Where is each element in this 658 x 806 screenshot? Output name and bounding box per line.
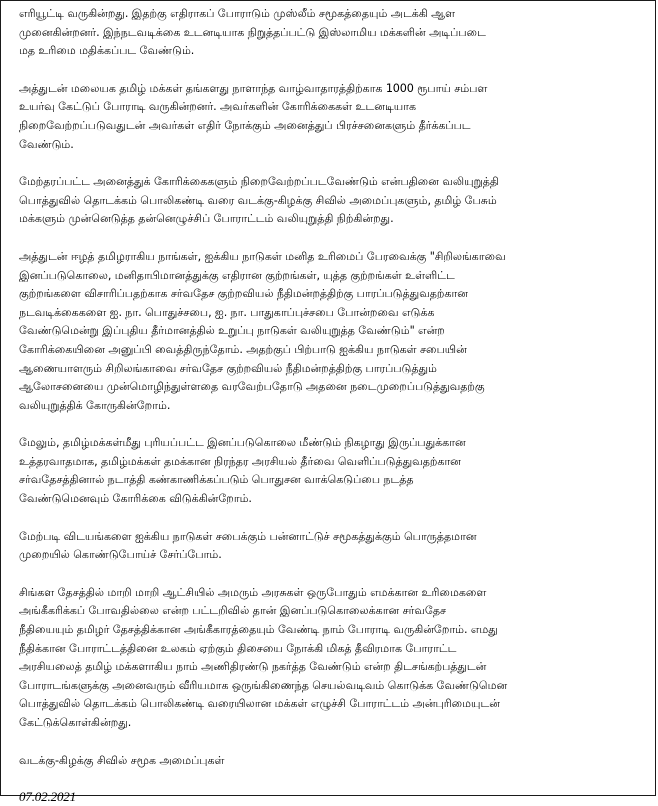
text-line: வலியுறுத்திக் கோருகின்றோம். [19, 398, 171, 412]
text-line: கோரிக்கையினை அனுப்பி வைத்திருந்தோம். அதற்குப் பிற்பாடு ஐக்கிய நாடுகள் சபையின் [19, 342, 467, 356]
paragraph-1 [19, 5, 643, 61]
text-line: குற்றங்களை விசாரிப்பதற்காக சர்வதேச குற்றவியல் நீதிமன்றத்திற்கு பாரப்படுத்துவதற்கான [19, 287, 468, 301]
text-line: மத உரிமை மதிக்கப்பட வேண்டும். [19, 44, 195, 58]
text-line: உத்தரவாதமாக, தமிழ்மக்கள் தமக்கான நிரந்தர அரசியல் தீர்வை வெளிப்படுத்துவதற்கான [19, 454, 461, 468]
text-line: கேட்டுக்கொள்கின்றது. [19, 716, 132, 729]
text-line: மேற்படி விடயங்களை ஐக்கிய நாடுகள் சபைக்கும் பன்னாட்டுச் சமூகத்துக்கும் பொருத்தமான [19, 529, 477, 543]
text-line: நடவடிக்கைகளை ஐ. நா. பொதுச்சபை, ஐ. நா. பாதுகாப்புச்சபை போன்றவை எடுக்க [19, 305, 435, 319]
text-line: வேண்டுமெனவும் கோரிக்கை விடுக்கின்றோம். [19, 492, 252, 506]
text-line: மக்களும் முன்னெடுத்த தன்னெழுச்சிப் போராட்டம் வலியுறுத்தி நிற்கின்றது. [19, 212, 394, 226]
text-line: வேண்டுமென்று இப்புதிய தீர்மானத்தில் உறுப்பு நாடுகள் வலியுறுத்த வேண்டும்" என்ற [19, 324, 445, 338]
text-line: முனைகின்றனர். இந்நடவடிக்கை உடனடியாக நிறுத்தப்பட்டு இஸ்லாமிய மக்களின் அடிப்படை [19, 25, 486, 39]
document-date: 07.02.2021 [19, 789, 77, 805]
text-line: பொத்துவில் தொடக்கம் பொலிகண்டி வரையிலான மக்கள் எழுச்சி போராட்டம் அன்புரிமையுடன் [19, 697, 500, 711]
text-line: அத்துடன் மலையக தமிழ் மக்கள் தங்களது நாளாந்த வாழ்வாதாரத்திற்காக 1000 ரூபாய் சம்பள [19, 81, 488, 95]
text-line: மேலும், தமிழ்மக்கள்மீது புரியப்பட்ட இனப்படுகொலை மீண்டும் நிகழாது இருப்பதுக்கான [19, 436, 466, 450]
text-line: நீதியையும் தமிழர் தேசத்திக்கான அங்கீகாரத்தையும் வேண்டி நாம் போராடி வருகின்றோம். எமது [19, 623, 498, 637]
signature: வடக்கு-கிழக்கு சிவில் சமூக அமைப்புகள் [19, 753, 225, 767]
text-line: உயர்வு கேட்டுப் போராடி வருகின்றனர். அவர்களின் கோரிக்கைகள் உடனடியாக [19, 100, 416, 114]
text-line: ஆணையாளரும் சிறிலங்காவை சர்வதேச குற்றவியல் நீதிமன்றத்திற்கு பாரப்படுத்தும் [19, 361, 437, 375]
paragraph-2 [19, 80, 643, 154]
text-line: போராடங்களுக்கு அனைவரும் வீரியமாக ஒருங்கிணைந்த செயல்வடிவம் கொடுக்க வேண்டுமென [19, 678, 508, 692]
paragraph-5 [19, 434, 643, 508]
text-line: அத்துடன் ஈழத் தமிழராகிய நாங்கள், ஐக்கிய நாடுகள் மனித உரிமைப் பேரவைக்கு "சிறிலங்காவை [19, 249, 506, 263]
text-line: எரியூட்டி வருகின்றது. இதற்கு எதிராகப் போராடும் முஸ்லீம் சமூகத்தையும் அடக்கி ஆள [19, 7, 456, 20]
text-line: நீதிக்கான போராட்டத்தினை உலகம் ஏற்கும் திசையை நோக்கி மிகத் தீவிரமாக போராட்ட [19, 641, 457, 655]
text-line: முறையில் கொண்டுபோய்ச் சேர்ப்போம். [19, 548, 222, 562]
document-body [19, 1, 643, 806]
paragraph-6 [19, 528, 643, 565]
text-line: அங்கீகரிக்கப் போவதில்லை என்ற பட்டறிவில் தான் இனப்படுகொலைக்கான சர்வதேச [19, 604, 447, 618]
text-line: ஆலோசனையை முன்மொழிந்துள்ளதை வரவேற்பதோடு அதனை நடைமுறைப்படுத்துவதற்கு [19, 380, 485, 394]
paragraph-7 [19, 584, 643, 733]
paragraph-4 [19, 248, 643, 415]
text-line: சிங்கள தேசத்தில் மாறி மாறி ஆட்சியில் அமரும் அரசுகள் ஒருபோதும் எமக்கான உரிமைகளை [19, 585, 487, 599]
text-line: சர்வதேசத்தினால் நடாத்தி கண்காணிக்கப்படும் பொதுசன வாக்கெடுப்பை நடத்த [19, 473, 414, 487]
paragraph-3 [19, 173, 643, 229]
text-line: வேண்டும். [19, 137, 74, 151]
text-line: நிறைவேற்றப்படுவதுடன் அவர்கள் எதிர் நோக்கும் அனைத்துப் பிரச்சனைகளும் தீர்க்கப்பட [19, 118, 471, 132]
text-line: மேற்தரப்பட்ட அனைத்துக் கோரிக்கைகளும் நிறைவேற்றப்படவேண்டும் என்பதினை வலியுறுத்தி [19, 175, 499, 189]
text-line: இனப்படுகொலை, மனிதாபிமானத்துக்கு எதிரான குற்றங்கள், யுத்த குற்றங்கள் உள்ளிட்ட [19, 268, 455, 282]
text-line: அரசியலைத் தமிழ் மக்களாகிய நாம் அணிதிரண்டு நகர்த்த வேண்டும் என்ற திடசங்கற்பத்துடன் [19, 660, 487, 674]
text-line: பொத்துவில் தொடக்கம் பொலிகண்டி வரை வடக்கு-கிழக்கு சிவில் அமைப்புகளும், தமிழ் பேசும் [19, 193, 497, 207]
